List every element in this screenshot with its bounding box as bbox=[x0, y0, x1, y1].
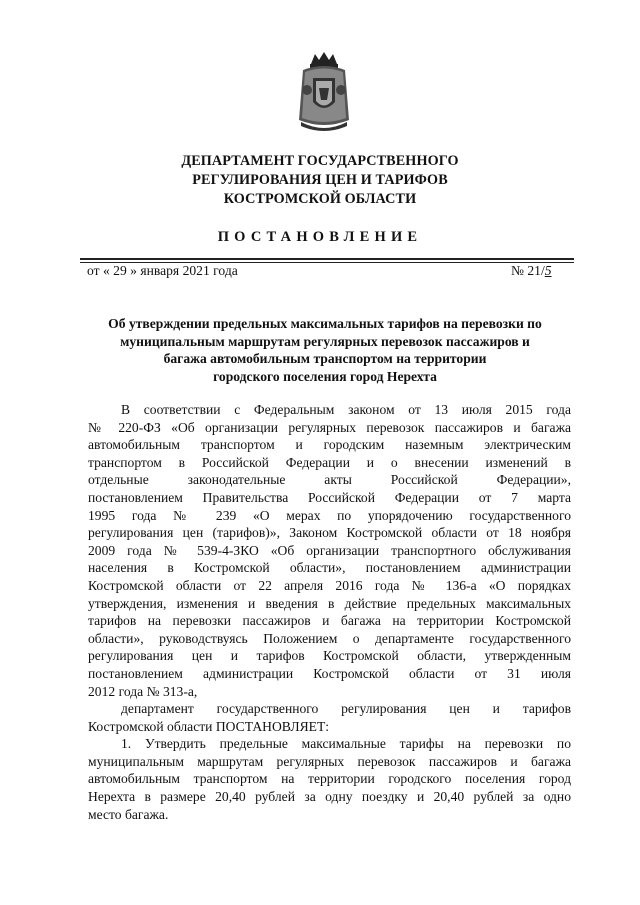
body-line: регулирования цен (тарифов)», Законом Костромской области от 18 ноября bbox=[88, 525, 571, 541]
body-line: отдельные законодательные акты Российской Федерации», bbox=[88, 472, 571, 488]
body-line: автомобильным транспортом на территории городского поселения город bbox=[88, 771, 571, 787]
document-title bbox=[60, 315, 590, 385]
body-line: 2012 года № 313-а, bbox=[88, 683, 198, 699]
title-line: багажа автомобильным транспортом на территории bbox=[163, 351, 487, 366]
document-number bbox=[511, 263, 552, 279]
body-line: Нерехта в размере 20,40 рублей за одну поездку и 20,40 рублей за одно bbox=[88, 789, 571, 805]
title-line: городского поселения город Нерехта bbox=[213, 368, 437, 384]
body-line: муниципальным маршрутам регулярных перевозок пассажиров и багажа bbox=[88, 753, 571, 769]
body-line: 1995 года № 239 «О мерах по упорядочению государственного bbox=[88, 507, 571, 523]
document-type: ПОСТАНОВЛЕНИЕ bbox=[217, 229, 423, 245]
header-divider bbox=[80, 258, 574, 260]
body-line: постановлением администрации Костромской области от 31 июля bbox=[88, 665, 571, 681]
body-line: области», руководствуясь Положением о департаменте государственного bbox=[88, 630, 571, 646]
body-line: регулирования цен и тарифов Костромской области, утвержденным bbox=[88, 648, 571, 664]
body-line: департамент государственного регулирования цен и тарифов bbox=[121, 701, 571, 717]
body-line: 2009 года № 539-4-ЗКО «Об организации транспортного обслуживания bbox=[88, 542, 571, 558]
document-date: от « 29 » января 2021 года bbox=[87, 263, 238, 278]
body-line: место багажа. bbox=[88, 806, 169, 822]
body-line: 1. Утвердить предельные максимальные тарифы на перевозки по bbox=[121, 736, 571, 752]
department-line-3: КОСТРОМСКОЙ ОБЛАСТИ bbox=[223, 191, 417, 207]
body-line: населения в Костромской области», постановлением администрации bbox=[88, 560, 571, 576]
body-line: В соответствии с Федеральным законом от 13 июля 2015 года bbox=[121, 402, 571, 417]
body-line: Костромской области от 22 апреля 2016 года № 136-а «О порядках bbox=[88, 577, 571, 593]
body-line: Костромской области ПОСТАНОВЛЯЕТ: bbox=[88, 718, 330, 734]
coat-of-arms-emblem bbox=[293, 50, 355, 134]
title-line: Об утверждении предельных максимальных тарифов на перевозки по bbox=[108, 316, 542, 331]
body-line: тарифов на перевозки пассажиров и багажа на территории Костромской bbox=[88, 613, 571, 629]
body-line: № 220-ФЗ «Об организации регулярных перевозок пассажиров и багажа bbox=[88, 419, 571, 435]
body-line: транспортом в Российской Федерации и о внесении изменений в bbox=[88, 454, 571, 470]
title-line: муниципальным маршрутам регулярных перевозок пассажиров и bbox=[120, 333, 530, 349]
department-line-1: ДЕПАРТАМЕНТ ГОСУДАРСТВЕННОГО bbox=[181, 153, 459, 169]
document-number-suffix: 5 bbox=[544, 263, 552, 278]
document-body bbox=[88, 401, 571, 823]
department-line-2: РЕГУЛИРОВАНИЯ ЦЕН И ТАРИФОВ bbox=[192, 172, 448, 188]
body-line: постановлением Правительства Российской Федерации от 7 марта bbox=[88, 489, 571, 505]
department-name bbox=[0, 152, 640, 209]
body-line: утверждения, изменения и введения в действие предельных максимальных bbox=[88, 595, 571, 611]
body-line: автомобильным транспортом и городским наземным электрическим bbox=[88, 437, 571, 453]
document-number-prefix: № 21/ bbox=[511, 263, 545, 278]
